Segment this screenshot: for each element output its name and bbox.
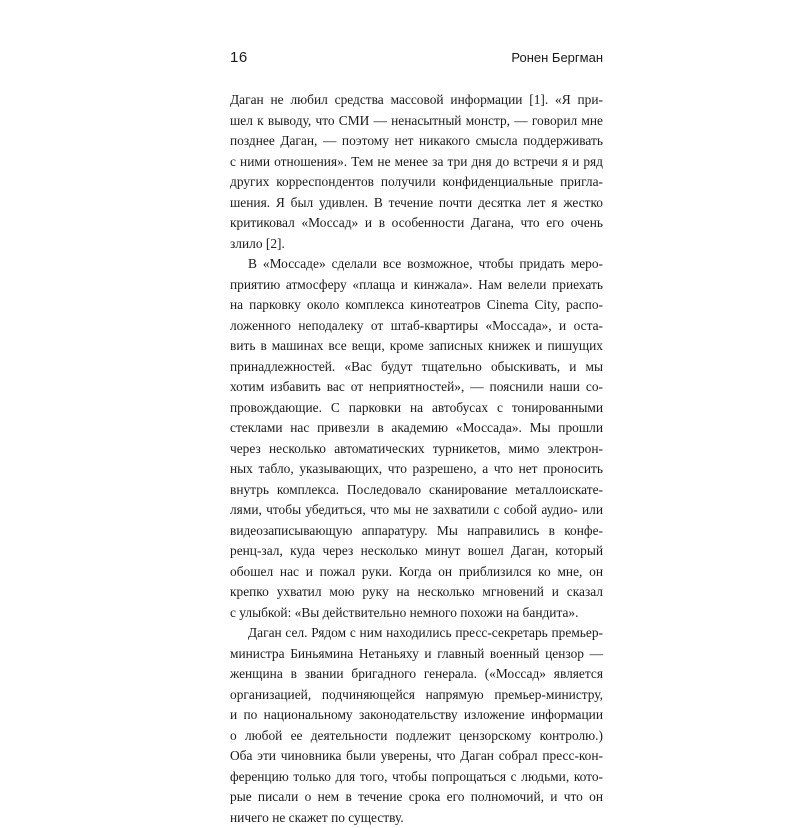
text-line: вить в машинах все вещи, кроме записных книжек и пишущих	[230, 336, 603, 357]
running-head-author: Ронен Бергман	[511, 50, 603, 65]
text-line: позднее Даган, — поэтому нет никакого смысла поддерживать	[230, 131, 603, 152]
text-line: Даган сел. Рядом с ним находились пресс-секретарь премьер-	[230, 623, 603, 644]
body-text	[230, 90, 603, 828]
page-number: 16	[230, 49, 248, 66]
text-line: видеозаписывающую аппаратуру. Мы направились в конфе-	[230, 521, 603, 542]
text-line: принадлежностей. «Вас будут тщательно обыскивать, и мы	[230, 357, 603, 378]
paragraph	[230, 90, 603, 254]
text-line: о любой ее деятельности подлежит цензорскому контролю.)	[230, 726, 603, 747]
text-line: и по национальному законодательству изложение информации	[230, 705, 603, 726]
text-line: организацией, подчиняющейся напрямую премьер-министру,	[230, 685, 603, 706]
text-line: приятию атмосферу «плаща и кинжала». Нам велели приехать	[230, 275, 603, 296]
text-line: шел к выводу, что СМИ — ненасытный монстр, — говорил мне	[230, 111, 603, 132]
text-line: шения. Я был удивлен. В течение почти десятка лет я жестко	[230, 193, 603, 214]
text-line: женщина в звании бригадного генерала. («Моссад» является	[230, 664, 603, 685]
text-line: ных табло, указывающих, что разрешено, а что нет проносить	[230, 459, 603, 480]
text-line: провождающие. С парковки на автобусах с тонированными	[230, 398, 603, 419]
text-line: стеклами нас привезли в академию «Моссада». Мы прошли	[230, 418, 603, 439]
paragraph	[230, 623, 603, 828]
paragraph	[230, 254, 603, 623]
text-line: ничего не скажет по существу.	[230, 808, 603, 828]
text-line: министра Биньямина Нетаньяху и главный военный цензор —	[230, 644, 603, 665]
page-header	[230, 49, 603, 69]
text-line: В «Моссаде» сделали все возможное, чтобы придать меро-	[230, 254, 603, 275]
text-line: других корреспондентов получили конфиденциальные пригла-	[230, 172, 603, 193]
text-line: ложенного неподалеку от штаб-квартиры «Моссада», и оста-	[230, 316, 603, 337]
text-line: Даган не любил средства массовой информации [1]. «Я при-	[230, 90, 603, 111]
text-line: Оба эти чиновника были уверены, что Даган собрал пресс-кон-	[230, 746, 603, 767]
text-line: внутрь комплекса. Последовало сканирование металлоискате-	[230, 480, 603, 501]
text-line: через несколько автоматических турникетов, мимо электрон-	[230, 439, 603, 460]
text-line: ференцию только для того, чтобы попрощаться с людьми, кото-	[230, 767, 603, 788]
text-line: злило [2].	[230, 234, 603, 255]
text-line: с улыбкой: «Вы действительно немного похожи на бандита».	[230, 603, 603, 624]
text-line: хотим избавить вас от неприятностей», — пояснили наши со-	[230, 377, 603, 398]
text-line: обошел нас и пожал руки. Когда он приблизился ко мне, он	[230, 562, 603, 583]
text-line: лями, чтобы убедиться, что мы не захватили с собой аудио- или	[230, 500, 603, 521]
text-line: критиковал «Моссад» и в особенности Дагана, что его очень	[230, 213, 603, 234]
text-line: на парковку около комплекса кинотеатров Cinema City, распо-	[230, 295, 603, 316]
text-line: ренц-зал, куда через несколько минут вошел Даган, который	[230, 541, 603, 562]
text-line: рые писали о нем в течение срока его полномочий, и что он	[230, 787, 603, 808]
text-line: крепко ухватил мою руку на несколько мгновений и сказал	[230, 582, 603, 603]
text-line: с ними отношения». Тем не менее за три дня до встречи я и ряд	[230, 152, 603, 173]
